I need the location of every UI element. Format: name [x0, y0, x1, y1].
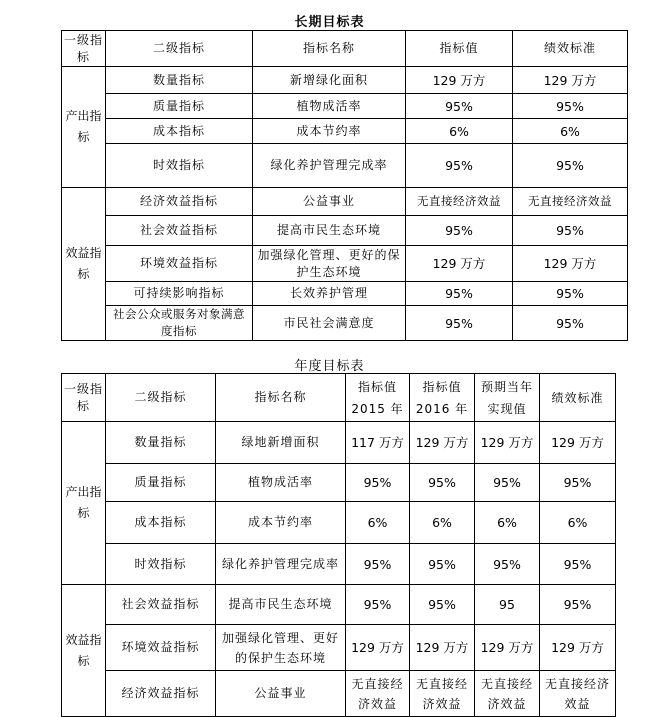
level2-cell: 社会公众或服务对象满意度指标 [106, 306, 253, 341]
table-row [62, 422, 616, 464]
indicator-name-cell: 绿化养护管理完成率 [253, 144, 406, 188]
level1-cell: 效益指标 [62, 585, 106, 717]
indicator-name-cell: 加强绿化管理、更好的保护生态环境 [253, 246, 406, 282]
standard-cell: 6% [540, 502, 616, 544]
standard-cell: 129 万方 [540, 625, 616, 671]
level2-cell: 成本指标 [106, 119, 253, 144]
standard-cell: 95% [513, 216, 628, 246]
expected-value-cell: 129 万方 [475, 625, 540, 671]
table-row [62, 188, 628, 216]
standard-cell: 95% [513, 144, 628, 188]
level2-cell: 质量指标 [106, 94, 253, 119]
header-cell: 一级指标 [62, 31, 106, 67]
table-row [62, 306, 628, 341]
indicator-name-cell: 绿地新增面积 [216, 422, 346, 464]
indicator-value-cell: 95% [406, 216, 513, 246]
value-2015-cell: 95% [346, 585, 410, 625]
indicator-name-cell: 提高市民生态环境 [216, 585, 346, 625]
indicator-value-cell: 95% [406, 144, 513, 188]
level2-cell: 社会效益指标 [106, 216, 253, 246]
indicator-name-cell: 植物成活率 [253, 94, 406, 119]
header-cell: 指标值 2015 年 [346, 374, 410, 422]
table-row [62, 544, 616, 585]
indicator-value-cell: 6% [406, 119, 513, 144]
value-2016-cell: 129 万方 [410, 422, 475, 464]
indicator-name-cell: 新增绿化面积 [253, 67, 406, 94]
table-row [62, 246, 628, 282]
header-cell: 指标值 2016 年 [410, 374, 475, 422]
table-header-row [62, 31, 628, 67]
level2-cell: 数量指标 [106, 67, 253, 94]
indicator-name-cell: 市民社会满意度 [253, 306, 406, 341]
indicator-name-cell: 长效养护管理 [253, 282, 406, 306]
table-row [62, 502, 616, 544]
table-row [62, 282, 628, 306]
table-row [62, 585, 616, 625]
expected-value-cell: 95% [475, 544, 540, 585]
header-cell: 一级指标 [62, 374, 106, 422]
standard-cell: 129 万方 [513, 67, 628, 94]
expected-value-cell: 无直接经济效益 [475, 671, 540, 717]
indicator-name-cell: 绿化养护管理完成率 [216, 544, 346, 585]
table-row [62, 144, 628, 188]
annual-goal-table [61, 373, 616, 717]
table-header-row [62, 374, 616, 422]
value-2015-cell: 6% [346, 502, 410, 544]
indicator-name-cell: 成本节约率 [216, 502, 346, 544]
value-2016-cell: 95% [410, 464, 475, 502]
standard-cell: 无直接经济效益 [513, 188, 628, 216]
value-2015-cell: 129 万方 [346, 625, 410, 671]
value-2016-cell: 129 万方 [410, 625, 475, 671]
table-row [62, 216, 628, 246]
annual-table-title: 年度目标表 [294, 359, 365, 374]
value-2015-cell: 117 万方 [346, 422, 410, 464]
level2-cell: 时效指标 [106, 144, 253, 188]
table-row [62, 94, 628, 119]
level2-cell: 环境效益指标 [106, 246, 253, 282]
value-2016-cell: 无直接经济效益 [410, 671, 475, 717]
level1-cell: 效益指标 [62, 188, 106, 341]
standard-cell: 95% [540, 585, 616, 625]
level1-cell: 产出指标 [62, 422, 106, 585]
level2-cell: 经济效益指标 [106, 188, 253, 216]
level2-cell: 时效指标 [106, 544, 216, 585]
standard-cell: 95% [513, 94, 628, 119]
expected-value-cell: 6% [475, 502, 540, 544]
table-row [62, 67, 628, 94]
header-cell: 指标值 [406, 31, 513, 67]
indicator-value-cell: 129 万方 [406, 67, 513, 94]
table-row [62, 119, 628, 144]
expected-value-cell: 95% [475, 464, 540, 502]
indicator-value-cell: 无直接经济效益 [406, 188, 513, 216]
table-row [62, 625, 616, 671]
level2-cell: 环境效益指标 [106, 625, 216, 671]
indicator-name-cell: 加强绿化管理、更好的保护生态环境 [216, 625, 346, 671]
standard-cell: 95% [513, 306, 628, 341]
header-cell: 指标名称 [253, 31, 406, 67]
value-2016-cell: 6% [410, 502, 475, 544]
value-2015-cell: 95% [346, 544, 410, 585]
header-cell: 二级指标 [106, 374, 216, 422]
header-cell: 二级指标 [106, 31, 253, 67]
header-cell: 绩效标准 [540, 374, 616, 422]
indicator-name-cell: 成本节约率 [253, 119, 406, 144]
level2-cell: 数量指标 [106, 422, 216, 464]
table-row [62, 464, 616, 502]
indicator-name-cell: 公益事业 [216, 671, 346, 717]
expected-value-cell: 129 万方 [475, 422, 540, 464]
long-term-table-title: 长期目标表 [294, 15, 365, 30]
value-2015-cell: 95% [346, 464, 410, 502]
value-2016-cell: 95% [410, 544, 475, 585]
standard-cell: 95% [540, 464, 616, 502]
long-term-goal-table [61, 30, 628, 341]
standard-cell: 6% [513, 119, 628, 144]
value-2016-cell: 95% [410, 585, 475, 625]
value-2015-cell: 无直接经济效益 [346, 671, 410, 717]
header-cell: 绩效标准 [513, 31, 628, 67]
indicator-value-cell: 95% [406, 94, 513, 119]
indicator-value-cell: 95% [406, 282, 513, 306]
standard-cell: 129 万方 [540, 422, 616, 464]
header-cell: 指标名称 [216, 374, 346, 422]
standard-cell: 95% [513, 282, 628, 306]
header-cell: 预期当年实现值 [475, 374, 540, 422]
table-row [62, 671, 616, 717]
indicator-name-cell: 提高市民生态环境 [253, 216, 406, 246]
level2-cell: 可持续影响指标 [106, 282, 253, 306]
standard-cell: 95% [540, 544, 616, 585]
indicator-name-cell: 公益事业 [253, 188, 406, 216]
level1-cell: 产出指标 [62, 67, 106, 188]
level2-cell: 质量指标 [106, 464, 216, 502]
indicator-value-cell: 95% [406, 306, 513, 341]
indicator-name-cell: 植物成活率 [216, 464, 346, 502]
standard-cell: 129 万方 [513, 246, 628, 282]
level2-cell: 社会效益指标 [106, 585, 216, 625]
indicator-value-cell: 129 万方 [406, 246, 513, 282]
level2-cell: 经济效益指标 [106, 671, 216, 717]
expected-value-cell: 95 [475, 585, 540, 625]
standard-cell: 无直接经济效益 [540, 671, 616, 717]
level2-cell: 成本指标 [106, 502, 216, 544]
